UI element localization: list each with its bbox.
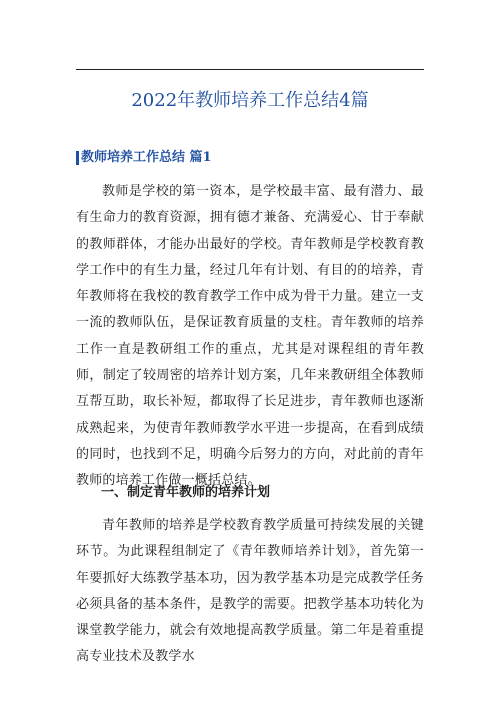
top-divider — [76, 69, 424, 70]
subheading-1: 一、制定青年教师的培养计划 — [101, 485, 271, 500]
body-paragraph-1: 教师是学校的第一资本，是学校最丰富、最有潜力、最有生命力的教育资源，拥有德才兼备、充满爱心、甘于奉献的教师群体，才能办出最好的学校。青年教师是学校教育教学工作中的有生力量，经过几年有计划、有目的的培养，青年教师将在我校的教育教学工作中成为骨干力量。建立一支一流的教师队伍，是保证教育质量的支柱。青年教师的培养工作一直是教研组工作的重点，尤其是对课程组的青年教师，制定了较周密的培养计划方案，几年来教研组全体教师互帮互助，取长补短，都取得了长足进步，青年教师也逐渐成熟起来，为使青年教师教学水平进一步提高，在看到成绩的同时，也找到不足，明确今后努力的方向，对此前的青年教师的培养工作做一概括总结。 — [76, 184, 424, 489]
document-title: 2022年教师培养工作总结4篇 — [131, 90, 369, 111]
section-heading — [76, 148, 212, 168]
body-paragraph-2: 青年教师的培养是学校教育教学质量可持续发展的关键环节。为此课程组制定了《青年教师培养计划》，首先第一年要抓好大练教学基本功，因为教学基本功是完成教学任务必须具备的基本条件，是教学的需要。把教学基本功转化为课堂教学能力，就会有效地提高教学质量。第二年是着重提高专业技术及教学水 — [76, 518, 424, 665]
heading-marker-icon — [76, 151, 79, 165]
section-heading-label: 教师培养工作总结 篇1 — [81, 150, 212, 165]
